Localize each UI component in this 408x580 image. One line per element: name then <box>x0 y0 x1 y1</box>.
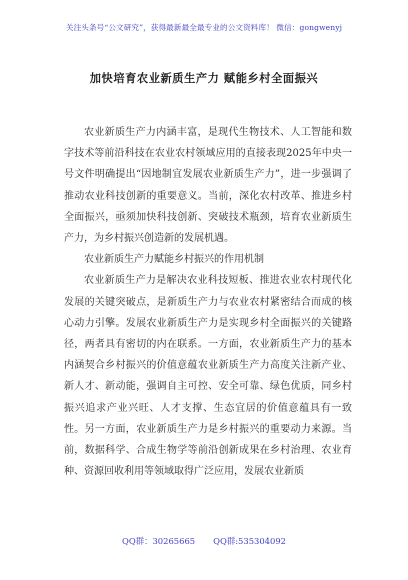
footer-qq-group-1: QQ群：30265665 <box>122 536 196 546</box>
document-title: 加快培育农业新质生产力 赋能乡村全面振兴 <box>89 71 319 85</box>
footer-qq-group-2: QQ群:535304092 <box>213 536 286 546</box>
body-paragraph: 农业新质生产力是解决农业科技短板、推进农业农村现代化发展的关键突破点，是新质生产力与农业农村紧密结合而成的核心动力引擎。发展农业新质生产力是实现乡村全面振兴的关键路径，两者具有密切的内在联系。一方面，农业新质生产力的基本内涵契合乡村振兴的价值意蕴农业新质生产力高度关注新产业、新人才、新动能，强调自主可控、安全可靠、绿色优质，同乡村振兴追求产业兴旺、人才支撑、生态宜居的价值意蕴具有一致性。另一方面，农业新质生产力是乡村振兴的重要动力来源。当前，数据科学、合成生物学等前沿创新成果在乡村治理、农业育种、资源回收利用等领域取得广泛应用，发展农业新质 <box>64 275 352 478</box>
header-promo-note: 关注头条号“公文研究”，获得最新最全最专业的公文资料库！ 微信：gongwenyj <box>65 23 343 32</box>
document-body <box>64 122 352 482</box>
section-subheading: 农业新质生产力赋能乡村振兴的作用机制 <box>84 254 264 266</box>
body-paragraph: 农业新质生产力内涵丰富，是现代生物技术、人工智能和数字技术等前沿科技在农业农村领域应用的直接表现2025年中央一号文件明确提出“因地制宜发展农业新质生产力”，进一步强调了推动农业科技创新的重要意义。当前，深化农村改革、推进乡村全面振兴，亟须加快科技创新、突破技术瓶颈，培育农业新质生产力，为乡村振兴创造新的发展机遇。 <box>64 127 352 245</box>
footer-contacts <box>0 535 408 547</box>
